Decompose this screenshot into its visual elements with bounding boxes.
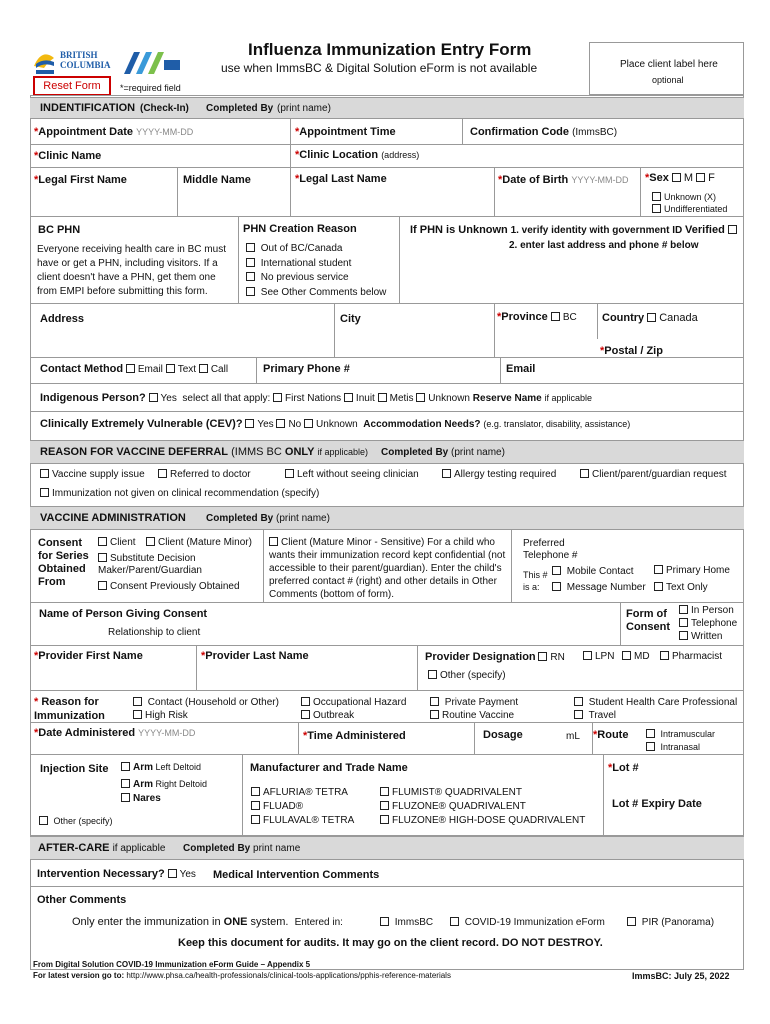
consent-previous-option[interactable]: Consent Previously Obtained (98, 581, 240, 592)
reason-option[interactable]: Private Payment (430, 697, 518, 708)
identification-heading: INDENTIFICATION (40, 102, 136, 114)
metis-checkbox[interactable] (378, 393, 387, 402)
inuit-checkbox[interactable] (344, 393, 353, 402)
phn-reason-option[interactable]: International student (246, 257, 386, 272)
vaccine-option[interactable]: FLUAD® (251, 801, 303, 812)
legal-last-name-label: *Legal Last Name (295, 173, 387, 185)
date-of-birth-label: *Date of Birth YYYY-MM-DD (498, 174, 629, 186)
footer-url: For latest version go to: http://www.phsa.ca/health-professionals/clinical-tools-applications/pphis-reference-materials (33, 971, 451, 980)
consent-label: Consent for Series Obtained From (38, 537, 89, 588)
page-title: Influenza Immunization Entry Form (248, 40, 532, 59)
phn-note: Everyone receiving health care in BC must have or get a PHN, including visitors. If a client doesn't have a PHN, get them one from EMPI before submitting this form. (37, 244, 226, 297)
aftercare-heading: AFTER-CARE if applicable (38, 842, 166, 854)
address-label: Address (40, 313, 85, 325)
entered-in-field: Only enter the immunization in ONE system. Entered in: (72, 916, 343, 928)
legal-first-name-label: *Legal First Name (34, 174, 127, 186)
primary-home-option[interactable]: Primary Home (654, 565, 730, 576)
consent-client-option[interactable]: Client (98, 537, 136, 548)
middle-name-label: Middle Name (183, 174, 251, 186)
deferral-completed-by: Completed By (print name) (381, 447, 505, 458)
appointment-time-label: *Appointment Time (295, 126, 396, 138)
required-note: *=required field (120, 83, 181, 93)
reset-form-button[interactable]: Reset Form (33, 76, 111, 96)
country-field: Country Canada (602, 312, 698, 324)
preferred-phone-label: Preferred Telephone # (523, 538, 578, 561)
deferral-option[interactable]: Client/parent/guardian request (580, 469, 727, 480)
administration-completed-by: Completed By (print name) (206, 513, 330, 524)
lot-label: *Lot # (608, 762, 639, 774)
deferral-not-given[interactable]: Immunization not given on clinical recommendation (specify) (40, 488, 319, 499)
deferral-heading: REASON FOR VACCINE DEFERRAL (IMMS BC ONLY if applicable) (40, 446, 369, 458)
consent-substitute-option[interactable]: Substitute Decision Maker/Parent/Guardian (98, 553, 202, 576)
sex-m-checkbox[interactable] (672, 173, 681, 182)
intervention-yes-checkbox[interactable] (168, 869, 177, 878)
province-field: *Province BC (497, 311, 577, 323)
contact-text-checkbox[interactable] (166, 364, 175, 373)
vaccine-option[interactable]: FLUZONE® QUADRIVALENT (380, 801, 526, 812)
administration-header (30, 506, 744, 530)
deferral-option[interactable]: Left without seeing clinician (285, 469, 419, 480)
deferral-option[interactable]: Allergy testing required (442, 469, 556, 480)
country-canada-checkbox[interactable] (647, 313, 656, 322)
phn-reason-option[interactable]: See Other Comments below (246, 286, 386, 301)
this-is-a-label: This # is a: (523, 570, 548, 592)
cev-field: Clinically Extremely Vulnerable (CEV)? Yes No Unknown Accommodation Needs? (e.g. translator, disability, assistance) (40, 418, 631, 430)
route-label: *Route (593, 729, 629, 741)
deferral-option[interactable]: Referred to doctor (158, 469, 251, 480)
entered-covid-eform-option[interactable]: COVID-19 Immunization eForm (450, 917, 605, 928)
administration-heading: VACCINE ADMINISTRATION (40, 512, 186, 524)
footer-source: From Digital Solution COVID-19 Immunization eForm Guide – Appendix 5 (33, 960, 311, 969)
consent-mature-option[interactable]: Client (Mature Minor) (146, 537, 252, 548)
consent-sensitive-option[interactable]: Client (Mature Minor - Sensitive) For a child who wants their immunization record kept confidential (not accessible to their parent/guardian). Enter the child's preferred contact # (right) and other details in Other Comments (bottom of form). (269, 537, 506, 600)
indigenous-yes-checkbox[interactable] (149, 393, 158, 402)
contact-email-checkbox[interactable] (126, 364, 135, 373)
manufacturer-label: Manufacturer and Trade Name (250, 762, 408, 774)
client-label-box (589, 42, 744, 95)
cev-yes-checkbox[interactable] (245, 419, 254, 428)
date-administered-label: *Date Administered YYYY-MM-DD (34, 727, 196, 739)
arm-left-option[interactable]: Arm Left Deltoid (121, 762, 201, 773)
text-only-option[interactable]: Text Only (654, 582, 708, 593)
dosage-label: Dosage (483, 729, 523, 741)
primary-phone-label: Primary Phone # (263, 363, 350, 375)
phn-reason-label: PHN Creation Reason (243, 223, 357, 235)
contact-method-field: Contact Method Email Text Call (40, 363, 229, 375)
mobile-contact-option[interactable]: Mobile Contact (552, 566, 633, 577)
time-administered-label: *Time Administered (303, 730, 406, 742)
intramuscular-option[interactable]: Intramuscular (646, 729, 715, 739)
other-comments-label: Other Comments (37, 894, 127, 906)
identification-heading-sub: (Check-In) (140, 103, 189, 114)
vaccine-option[interactable]: AFLURIA® TETRA (251, 787, 348, 798)
appointment-date-label: *Appointment Date YYYY-MM-DD (34, 126, 194, 138)
reason-option[interactable]: Routine Vaccine (430, 710, 514, 721)
pharmacist-option[interactable]: Pharmacist (660, 651, 722, 662)
injection-site-label: Injection Site (40, 763, 109, 775)
reason-option[interactable]: Student Health Care Professional (574, 697, 737, 708)
phn-reason-list (246, 242, 386, 300)
entered-pir-option[interactable]: PIR (Panorama) (627, 917, 714, 928)
rn-checkbox[interactable] (538, 652, 547, 661)
site-other-option[interactable]: Other (specify) (39, 816, 113, 826)
identification-completed-by-sub: (print name) (277, 103, 331, 114)
aftercare-completed-by: Completed By print name (183, 843, 301, 854)
md-option[interactable]: MD (622, 651, 650, 662)
phn-reason-option[interactable]: No previous service (246, 271, 386, 286)
page-subtitle: use when ImmsBC & Digital Solution eForm is not available (221, 61, 538, 75)
postal-label: *Postal / Zip (600, 345, 663, 357)
consent-written-option[interactable]: Written (679, 631, 723, 642)
vaccine-option[interactable]: FLUMIST® QUADRIVALENT (380, 787, 522, 798)
intervention-field: Intervention Necessary? Yes (37, 868, 196, 880)
contact-call-checkbox[interactable] (199, 364, 208, 373)
person-giving-consent-label: Name of Person Giving Consent (39, 608, 208, 620)
arm-right-option[interactable]: Arm Right Deltoid (121, 779, 207, 790)
sex-undiff-option[interactable]: Undifferentiated (652, 204, 727, 214)
sex-field: *Sex M F (645, 172, 715, 184)
identification-completed-by: Completed By (206, 103, 274, 114)
client-label-optional: optional (652, 75, 684, 85)
clinic-name-label: *Clinic Name (34, 150, 102, 162)
keep-document-notice: Keep this document for audits. It may go on the client record. DO NOT DESTROY. (178, 937, 603, 949)
provider-designation-field: Provider Designation RN (425, 651, 565, 663)
first-nations-checkbox[interactable] (273, 393, 282, 402)
form-of-consent-label: Form of Consent (626, 608, 670, 633)
lpn-option[interactable]: LPN (583, 651, 614, 662)
message-number-option[interactable]: Message Number (552, 582, 646, 593)
vaccine-option[interactable]: FLULAVAL® TETRA (251, 815, 354, 826)
clinic-location-label: *Clinic Location (address) (295, 149, 420, 161)
partner-logo (122, 46, 182, 76)
bc-phn-label: BC PHN (38, 224, 81, 236)
lot-expiry-label: Lot # Expiry Date (612, 798, 702, 810)
verified-checkbox[interactable] (728, 225, 737, 234)
footer-date: ImmsBC: July 25, 2022 (632, 971, 730, 981)
consent-in-person-option[interactable]: In Person (679, 605, 734, 616)
entered-imms-bc-option[interactable]: ImmsBC (380, 917, 433, 928)
consent-telephone-option[interactable]: Telephone (679, 618, 737, 629)
reason-option[interactable]: Travel (574, 710, 616, 721)
email-label: Email (506, 363, 536, 375)
reason-option[interactable]: Outbreak (301, 710, 354, 721)
sex-f-checkbox[interactable] (696, 173, 705, 182)
reason-label: * Reason for Immunization (34, 696, 105, 722)
sex-unknown-option[interactable]: Unknown (X) (652, 192, 716, 202)
designation-other-option[interactable]: Other (specify) (428, 670, 506, 681)
bc-logo-text: BRITISH COLUMBIA (60, 50, 111, 70)
client-label-title: Place client label here (620, 59, 718, 70)
phn-reason-option[interactable]: Out of BC/Canada (246, 242, 386, 257)
ml-unit: mL (566, 731, 580, 742)
intranasal-option[interactable]: Intranasal (646, 742, 700, 752)
confirmation-code-label: Confirmation Code (ImmsBC) (470, 126, 618, 138)
reason-option[interactable]: Contact (Household or Other) (133, 697, 279, 708)
indigenous-unknown-checkbox[interactable] (416, 393, 425, 402)
phn-unknown-step-1: If PHN is Unknown 1. verify identity with government ID Verified (410, 224, 740, 236)
deferral-header (30, 440, 744, 464)
aftercare-header (30, 836, 744, 860)
city-label: City (340, 313, 361, 325)
deferral-option[interactable]: Vaccine supply issue (40, 469, 145, 480)
nares-option[interactable]: Nares (121, 793, 161, 804)
phn-unknown-step-2: 2. enter last address and phone # below (509, 240, 699, 251)
province-bc-checkbox[interactable] (551, 312, 560, 321)
reason-option[interactable]: High Risk (133, 710, 188, 721)
reason-option[interactable]: Occupational Hazard (301, 697, 406, 708)
provider-first-name-label: *Provider First Name (34, 650, 143, 662)
medical-comments-label: Medical Intervention Comments (213, 869, 380, 881)
identification-header (30, 97, 744, 119)
cev-unknown-checkbox[interactable] (304, 419, 313, 428)
cev-no-checkbox[interactable] (276, 419, 285, 428)
relationship-label: Relationship to client (108, 627, 201, 638)
vaccine-option[interactable]: FLUZONE® HIGH-DOSE QUADRIVALENT (380, 815, 585, 826)
indigenous-field: Indigenous Person? Yes select all that apply: First Nations Inuit Metis Unknown Reserve Name if applicable (40, 392, 593, 404)
provider-last-name-label: *Provider Last Name (201, 650, 309, 662)
